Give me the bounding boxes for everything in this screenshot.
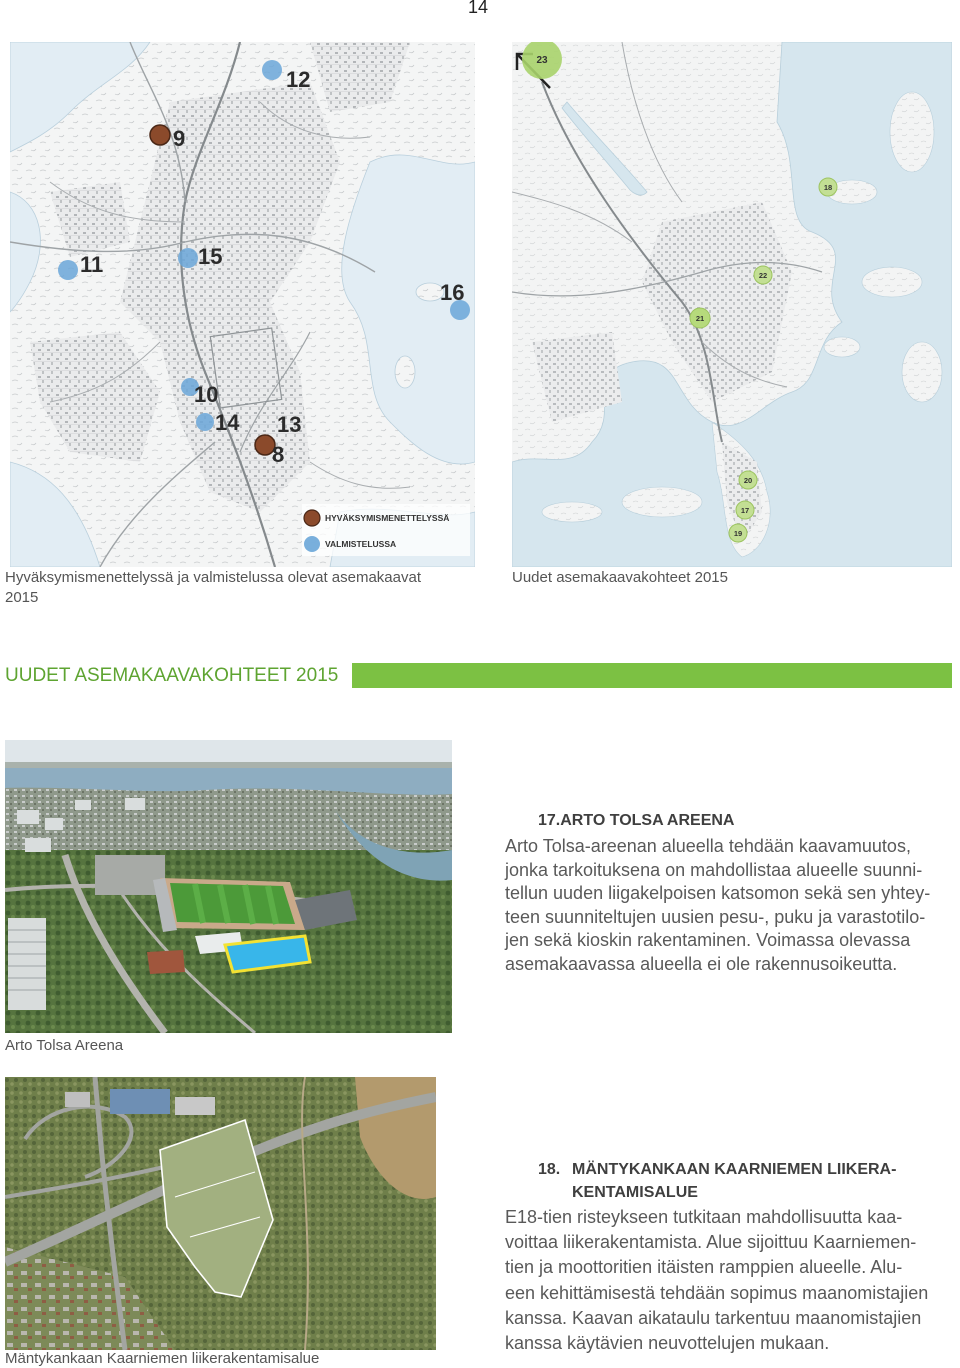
project-18-heading-line-2: KENTAMISALUE xyxy=(572,1184,698,1201)
arto-tolsa-aerial xyxy=(5,740,452,1033)
marker-label-19: 19 xyxy=(733,529,743,538)
page-number: 14 xyxy=(468,0,489,17)
marker-label-17: 17 xyxy=(740,506,750,515)
legend-preparation-dot xyxy=(304,536,320,552)
map-marker-14 xyxy=(196,413,214,431)
map-marker-11 xyxy=(58,260,78,280)
section-heading-bar xyxy=(352,663,952,688)
text-line: voittaa liikerakentamista. Alue sijoittuu Kaarniemen- xyxy=(505,1232,917,1253)
marker-label-20: 20 xyxy=(743,476,753,485)
map-marker-15 xyxy=(178,248,198,268)
marker-label-14: 14 xyxy=(215,410,240,435)
marker-label-21: 21 xyxy=(695,314,705,323)
text-line: jen sekä kioskin rakentaminen. Voimassa olevassa xyxy=(505,930,911,950)
marker-label-13: 13 xyxy=(277,412,302,437)
right-map-caption: Uudet asemakaavakohteet 2015 xyxy=(512,569,728,586)
project-17-heading: 17.ARTO TOLSA AREENA xyxy=(538,812,735,829)
red-roof-building xyxy=(147,950,185,974)
right-map xyxy=(512,42,952,567)
text-line: kanssa. Kaavan aikataulu tarkentuu maanomistajien xyxy=(505,1307,922,1328)
section-heading: UUDET ASEMAKAAVAKOHTEET 2015 xyxy=(3,663,352,688)
right-map-svg xyxy=(512,42,952,567)
text-line: een kehittämisestä tehdään sopimus maanomistajien xyxy=(505,1282,929,1303)
map-legend xyxy=(302,504,470,556)
text-line: teen suunniteltujen uusien pesu-, puku ja varastotilo- xyxy=(505,906,926,927)
text-line: Arto Tolsa-areenan alueella tehdään kaavamuutos, xyxy=(505,836,911,856)
left-map-caption: Hyväksymismenettelyssä ja valmistelussa olevat asemakaavat 2015 xyxy=(5,569,421,606)
text-line: asemakaavassa alueella ei ole rakennusoikeutta. xyxy=(505,953,898,974)
marker-label-12: 12 xyxy=(286,67,311,92)
legend-approval-dot xyxy=(304,510,320,526)
project-17-text xyxy=(505,835,930,976)
parking-lot xyxy=(95,855,165,895)
map-marker-12 xyxy=(262,60,282,80)
project-18-text xyxy=(505,1205,928,1356)
mantykangas-photo xyxy=(5,1077,436,1350)
marker-label-15: 15 xyxy=(198,244,223,269)
marker-label-16: 16 xyxy=(440,280,465,305)
legend-preparation-label: VALMISTELUSSA xyxy=(325,539,397,549)
mantykangas-photo-caption: Mäntykankaan Kaarniemen liikerakentamisalue xyxy=(5,1350,320,1367)
marker-label-10: 10 xyxy=(194,382,219,407)
legend-approval-label: HYVÄKSYMISMENETTELYSSÄ xyxy=(325,513,450,523)
project-18-number: 18. xyxy=(538,1161,561,1178)
map-marker-9 xyxy=(150,125,170,145)
marker-label-9: 9 xyxy=(173,126,186,151)
text-line: kanssa käytävien neuvottelujen mukaan. xyxy=(505,1332,830,1353)
marker-label-8: 8 xyxy=(272,442,285,467)
text-line: jonka tarkoituksena on mahdollistaa alueelle suunni- xyxy=(505,859,923,880)
tower-block xyxy=(8,918,46,1010)
left-map xyxy=(10,42,475,567)
mantykangas-aerial xyxy=(5,1077,436,1350)
text-line: tellun uuden liigakelpoisen katsomon sekä sen yhtey- xyxy=(505,883,931,903)
text-line: tien ja moottoritien itäisten ramppien alueelle. Alu- xyxy=(505,1257,903,1278)
marker-label-18: 18 xyxy=(823,183,833,192)
arto-tolsa-photo xyxy=(5,740,452,1033)
left-map-svg xyxy=(10,42,475,567)
section-heading-band xyxy=(3,663,952,688)
marker-label-11: 11 xyxy=(80,252,104,277)
marker-label-23: 23 xyxy=(536,55,548,66)
project-18-heading-line-1: MÄNTYKANKAAN KAARNIEMEN LIIKERA- xyxy=(572,1161,897,1178)
arto-tolsa-photo-caption: Arto Tolsa Areena xyxy=(5,1037,124,1054)
text-line: E18-tien risteykseen tutkitaan mahdollisuutta kaa- xyxy=(505,1207,903,1227)
marker-label-22: 22 xyxy=(758,271,768,280)
